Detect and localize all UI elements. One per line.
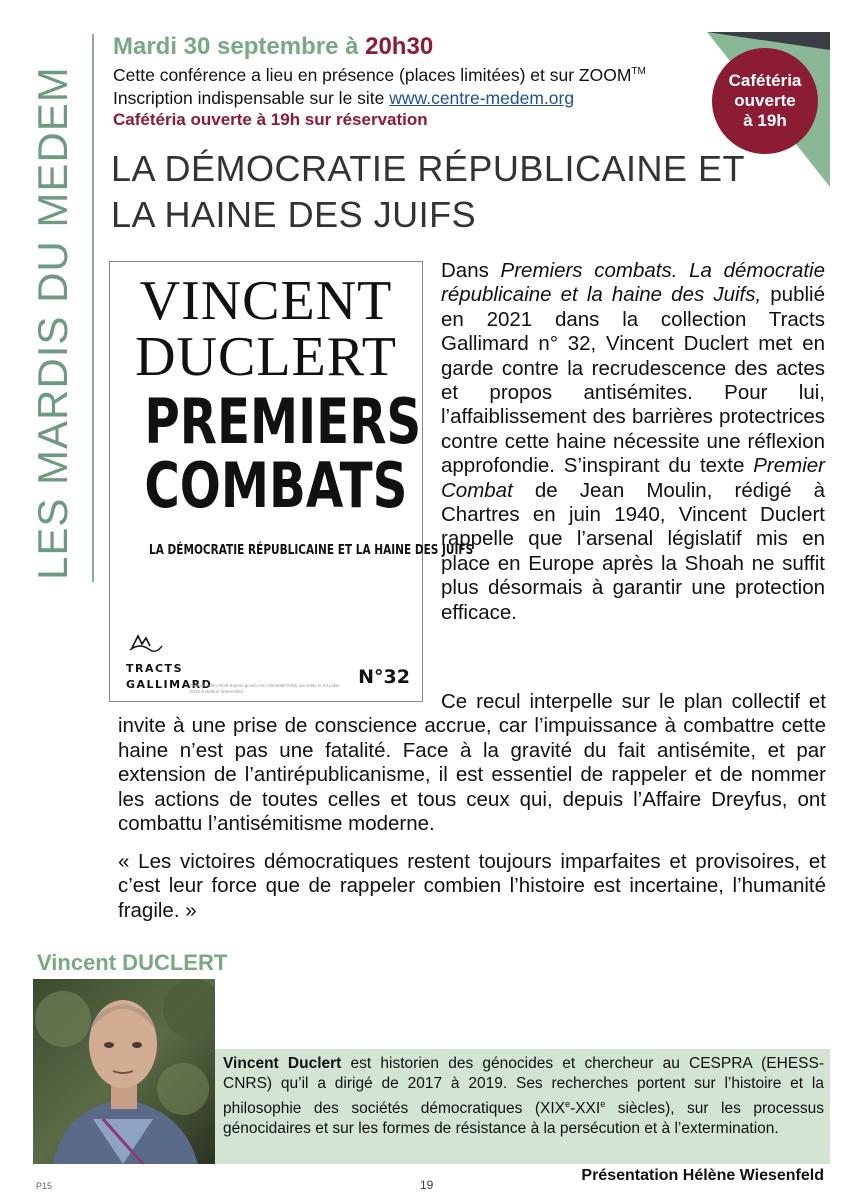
title-line-2: LA HAINE DES JUIFS	[111, 194, 477, 235]
speaker-bio	[215, 1049, 830, 1164]
cover-number: N°32	[358, 666, 410, 688]
quote: « Les victoires démocratiques restent toujours imparfaites et provisoires, et c’est leur force que de rappeler combien l’histoire est incertaine, l’humanité fragile. »	[118, 850, 826, 922]
event-time: 20h30	[365, 33, 434, 60]
event-format-info	[113, 65, 646, 86]
event-date-text: Mardi 30 septembre à	[113, 33, 366, 60]
presenter-credit: Présentation Hélène Wiesenfeld	[581, 1167, 824, 1184]
bio-text-b: -XXI	[570, 1100, 601, 1118]
cover-author-first: VINCENT	[139, 270, 393, 332]
cover-publisher-line-1: TRACTS	[126, 662, 183, 675]
page-number: 19	[420, 1178, 434, 1192]
cafeteria-info: Cafétéria ouverte à 19h sur réservation	[113, 110, 428, 129]
bio-sup-1: e	[565, 1099, 571, 1109]
p1-book-title: Premiers combats. La démocratie républicaine et la haine des Juifs,	[441, 259, 825, 307]
bio-name: Vincent Duclert	[223, 1055, 342, 1072]
p1-text-a: Dans	[441, 259, 501, 282]
bio-text-c: siècles), sur les processus génocidaires et sur les formes de résistance à la persécution et à l’extermination.	[223, 1100, 824, 1138]
cover-author-last: DUCLERT	[135, 326, 397, 388]
footer-code: P15	[36, 1181, 53, 1191]
speaker-heading: Vincent DUCLERT	[37, 950, 228, 975]
bio-sup-2: e	[600, 1099, 606, 1109]
title-line-1: LA DÉMOCRATIE RÉPUBLICAINE ET	[111, 148, 745, 189]
paragraph-1	[441, 259, 825, 625]
registration-info	[113, 88, 574, 109]
p1-text-e: de Jean Moulin, rédigé à Chartres en juin 1940, Vincent Duclert rappelle que l’arsenal législatif mis en place en Europe après la Shoah ne suffit plus désormais à garantir une protection efficace.	[441, 478, 825, 624]
event-format-text: Cette conférence a lieu en présence (places limitées) et sur ZOOM	[113, 65, 632, 85]
publisher-logo-icon	[128, 634, 168, 654]
cover-license: Licence eden-3049-frojeris-gmail-com-729468672266 accordée le 03 juillet 2025 à Hélène Wiesenfeld	[190, 683, 340, 694]
registration-text: Inscription indispensable sur le site	[113, 88, 390, 108]
badge-line-2: ouverte	[734, 91, 796, 110]
event-date	[113, 33, 433, 61]
badge-line-3: à 19h	[743, 111, 787, 130]
cafeteria-badge	[712, 48, 818, 154]
website-link[interactable]: www.centre-medem.org	[389, 88, 575, 108]
p1-text-c: publié en 2021 dans la collection Tracts Gallimard n° 32, Vincent Duclert met en garde contre la recrudescence des actes et propos antisémites. Pour lui, l’affaiblissement des barrières protectrices contre cette haine nécessite une réflexion approfondie. S’inspirant du texte	[441, 283, 825, 478]
speaker-photo	[33, 979, 215, 1164]
cover-title-line-2: COMBATS	[144, 449, 408, 522]
paragraph-2: Ce recul interpelle sur le plan collectif et invite à une prise de conscience accrue, car l’impuissance à combattre cette haine n’est pas une fatalité. Face à la gravité du fait antisémite, et par extension de l’antirépublicanisme, il est essentiel de rappeler et de nommer les actions de toutes celles et tous ceux qui, depuis l’Affaire Dreyfus, ont combattu l’antisémitisme moderne.	[118, 690, 826, 836]
cover-subtitle: LA DÉMOCRATIE RÉPUBLICAINE ET LA HAINE DES JUIFS	[149, 542, 474, 558]
conference-title	[111, 146, 751, 238]
p1-moulin-title: Premier Combat	[441, 454, 825, 502]
trademark-sup: TM	[631, 66, 646, 78]
badge-line-1: Cafétéria	[728, 71, 802, 90]
cover-title-line-1: PREMIERS	[144, 385, 422, 458]
cover-publisher-line-2: GALLIMARD	[126, 678, 213, 691]
series-title: LES MARDIS DU MEDEM	[29, 66, 76, 580]
bio-text-a: est historien des génocides et chercheur au CESPRA (EHESS-CNRS) qu’il a dirigé de 2017 à 2019. Ses recherches portent sur l’histoire et la philosophie des sociétés démocratiques (XIX	[223, 1055, 824, 1118]
series-divider	[92, 34, 94, 582]
